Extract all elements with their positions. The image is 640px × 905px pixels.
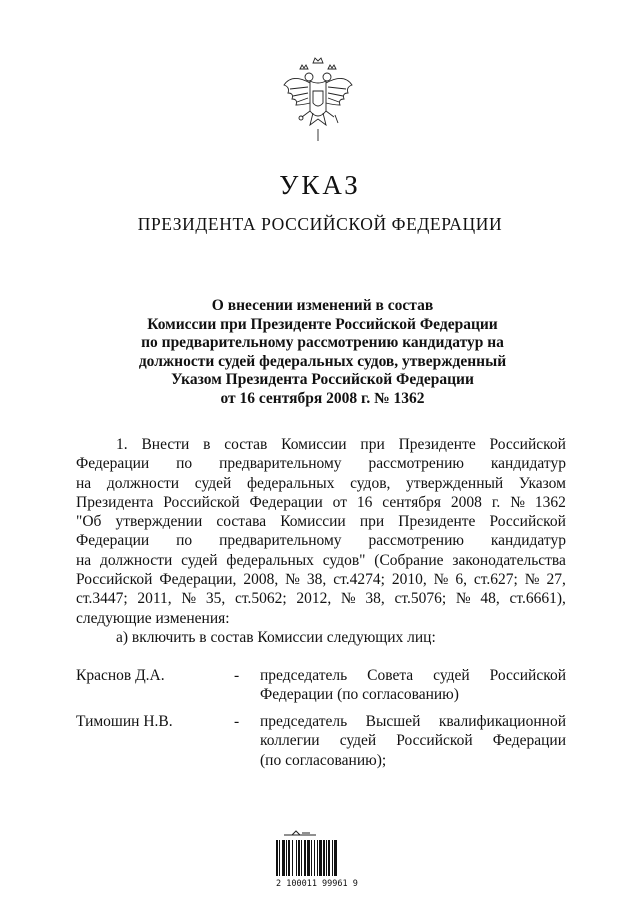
barcode-mark-icon bbox=[280, 829, 320, 837]
body-line: на должности судей федеральных судов, утвержденный Указом bbox=[76, 474, 566, 492]
body-line: следующие изменения: bbox=[76, 609, 230, 627]
member-role bbox=[260, 666, 566, 705]
body-line: Президента Российской Федерации от 16 сентября 2008 г. № 1362 bbox=[76, 493, 566, 511]
member-name: Тимошин Н.В. bbox=[76, 713, 173, 730]
body-line: на должности судей федеральных судов" (Собрание законодательства bbox=[76, 551, 566, 569]
member-role-line: коллегии судей Российской Федерации bbox=[260, 732, 566, 750]
body-line: "Об утверждении состава Комиссии при Президенте Российской bbox=[76, 513, 566, 531]
subitem-line: а) включить в состав Комиссии следующих лиц: bbox=[116, 628, 436, 646]
member-name: Краснов Д.А. bbox=[76, 667, 165, 684]
body-line: Российской Федерации, 2008, № 38, ст.4274; 2010, № 6, ст.627; № 27, bbox=[76, 571, 566, 589]
member-dash: - bbox=[234, 667, 240, 684]
member-role-line: председатель Совета судей Российской bbox=[260, 667, 566, 684]
body-line: Федерации по предварительному рассмотрению кандидатур bbox=[76, 455, 566, 473]
heading-line: О внесении изменений в состав bbox=[211, 297, 434, 314]
member-dash: - bbox=[234, 713, 240, 730]
decree-heading bbox=[80, 297, 565, 408]
barcode-number: 2 100011 99961 9 bbox=[276, 879, 358, 889]
document-subtitle: ПРЕЗИДЕНТА РОССИЙСКОЙ ФЕДЕРАЦИИ bbox=[137, 214, 503, 234]
member-role-line: (по согласованию); bbox=[260, 751, 387, 769]
coat-of-arms-emblem bbox=[280, 55, 356, 145]
member-role bbox=[260, 712, 566, 770]
barcode-icon bbox=[276, 840, 360, 876]
document-title: УКАЗ bbox=[279, 170, 361, 200]
body-line: 1. Внести в состав Комиссии при Президенте Российской bbox=[116, 436, 566, 453]
heading-line: должности судей федеральных судов, утвержденный bbox=[138, 352, 507, 370]
heading-line: Комиссии при Президенте Российской Федерации bbox=[147, 315, 498, 333]
heading-line: Указом Президента Российской Федерации bbox=[171, 371, 474, 388]
body-line: ст.3447; 2011, № 35, ст.5062; 2012, № 38, ст.5076; № 48, ст.6661), bbox=[76, 590, 566, 608]
heading-line: от 16 сентября 2008 г. № 1362 bbox=[220, 389, 425, 407]
decree-body bbox=[76, 435, 566, 647]
member-role-line: Федерации (по согласованию) bbox=[260, 686, 459, 704]
heading-line: по предварительному рассмотрению кандидатур на bbox=[141, 334, 504, 351]
member-role-line: председатель Высшей квалификационной bbox=[260, 713, 566, 730]
body-line: Федерации по предварительному рассмотрению кандидатур bbox=[76, 532, 566, 550]
